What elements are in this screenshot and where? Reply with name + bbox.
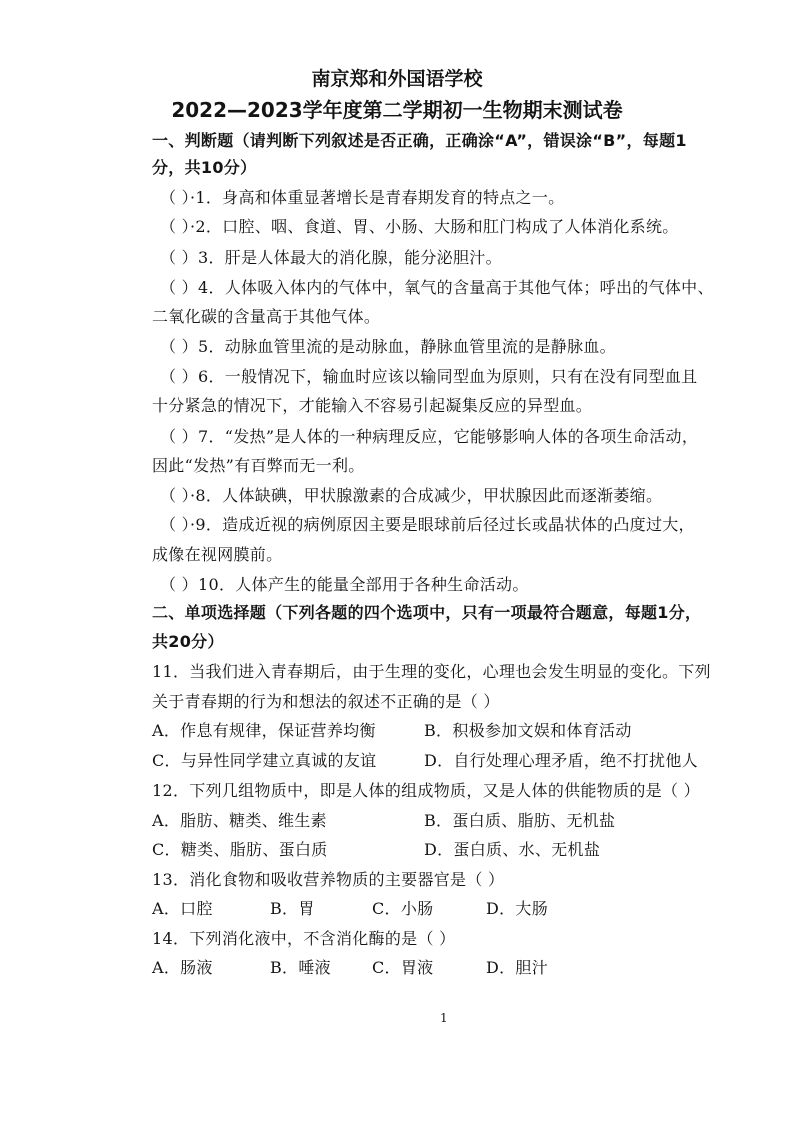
judge-item-4: （ ）4．人体吸入体内的气体中，氧气的含量高于其他气体；呼出的气体中、	[160, 278, 714, 297]
question-14-option-d: D．胆汁	[486, 958, 549, 977]
judge-item-1: （ ）·1．身高和体重显著增长是青春期发育的特点之一。	[160, 188, 565, 207]
question-11-option-d: D．自行处理心理矛盾，绝不打扰他人	[424, 751, 698, 770]
question-12-option-c: C．糖类、脂肪、蛋白质	[152, 840, 328, 859]
question-14-option-b: B．唾液	[270, 958, 331, 977]
judge-item-5: （ ）5．动脉血管里流的是动脉血，静脉血管里流的是静脉血。	[160, 337, 616, 356]
judge-item-8: （ ）·8．人体缺碘，甲状腺激素的合成减少，甲状腺因此而逐渐萎缩。	[160, 486, 663, 505]
question-11-option-c: C．与异性同学建立真诚的友谊	[152, 751, 377, 770]
question-11-option-b: B．积极参加文娱和体育活动	[424, 721, 632, 740]
exam-title: 2022—2023学年度第二学期初一生物期末测试卷	[171, 98, 623, 122]
judge-item-7: （ ）7．“发热”是人体的一种病理反应，它能够影响人体的各项生命活动，	[160, 427, 699, 446]
question-13-option-c: C．小肠	[372, 899, 434, 918]
question-13-option-d: D．大肠	[486, 899, 549, 918]
judge-item-3: （ ）3．肝是人体最大的消化腺，能分泌胆汁。	[160, 248, 502, 267]
judge-item-4-cont: 二氧化碳的含量高于其他气体。	[152, 307, 381, 326]
page-number: 1	[440, 1011, 448, 1025]
question-12-option-a: A．脂肪、糖类、维生素	[152, 811, 327, 830]
section2-heading-cont: 共20分）	[152, 632, 224, 651]
school-name: 南京郑和外国语学校	[311, 68, 483, 90]
judge-item-9: （ ）·9．造成近视的病例原因主要是眼球前后径过长或晶状体的凸度过大，	[160, 515, 695, 534]
question-13-stem: 13．消化食物和吸收营养物质的主要器官是（ ）	[152, 870, 505, 889]
section1-heading-cont: 分，共10分）	[152, 158, 257, 177]
judge-item-6-cont: 十分紧急的情况下，才能输入不容易引起凝集反应的异型血。	[152, 396, 593, 415]
question-12-stem: 12．下列几组物质中，即是人体的组成物质，又是人体的供能物质的是（ ）	[152, 781, 700, 800]
question-14-stem: 14．下列消化液中，不含消化酶的是（ ）	[152, 929, 456, 948]
judge-item-2: （ ）·2．口腔、咽、食道、胃、小肠、大肠和肛门构成了人体消化系统。	[160, 217, 679, 236]
question-13-option-b: B．胃	[270, 899, 315, 918]
question-14-option-c: C．胃液	[372, 958, 434, 977]
question-12-option-d: D．蛋白质、水、无机盐	[424, 840, 601, 859]
judge-item-7-cont: 因此“发热”有百弊而无一利。	[152, 456, 365, 475]
judge-item-9-cont: 成像在视网膜前。	[152, 545, 283, 564]
section1-heading: 一、判断题（请判断下列叙述是否正确，正确涂“A”，错误涂“B”，每题1	[152, 131, 687, 150]
question-11-option-a: A．作息有规律，保证营养均衡	[152, 721, 376, 740]
judge-item-6: （ ）6．一般情况下，输血时应该以输同型血为原则，只有在没有同型血且	[160, 367, 698, 386]
judge-item-10: （ ）10．人体产生的能量全部用于各种生命活动。	[160, 575, 529, 594]
question-11-stem-cont: 关于青春期的行为和想法的叙述不正确的是（ ）	[152, 692, 500, 711]
question-11-stem: 11．当我们进入青春期后，由于生理的变化，心理也会发生明显的变化。下列	[152, 662, 711, 681]
question-14-option-a: A．肠液	[152, 958, 213, 977]
section2-heading: 二、单项选择题（下列各题的四个选项中，只有一项最符合题意，每题1分，	[152, 603, 702, 622]
question-13-option-a: A．口腔	[152, 899, 213, 918]
question-12-option-b: B．蛋白质、脂肪、无机盐	[424, 811, 616, 830]
